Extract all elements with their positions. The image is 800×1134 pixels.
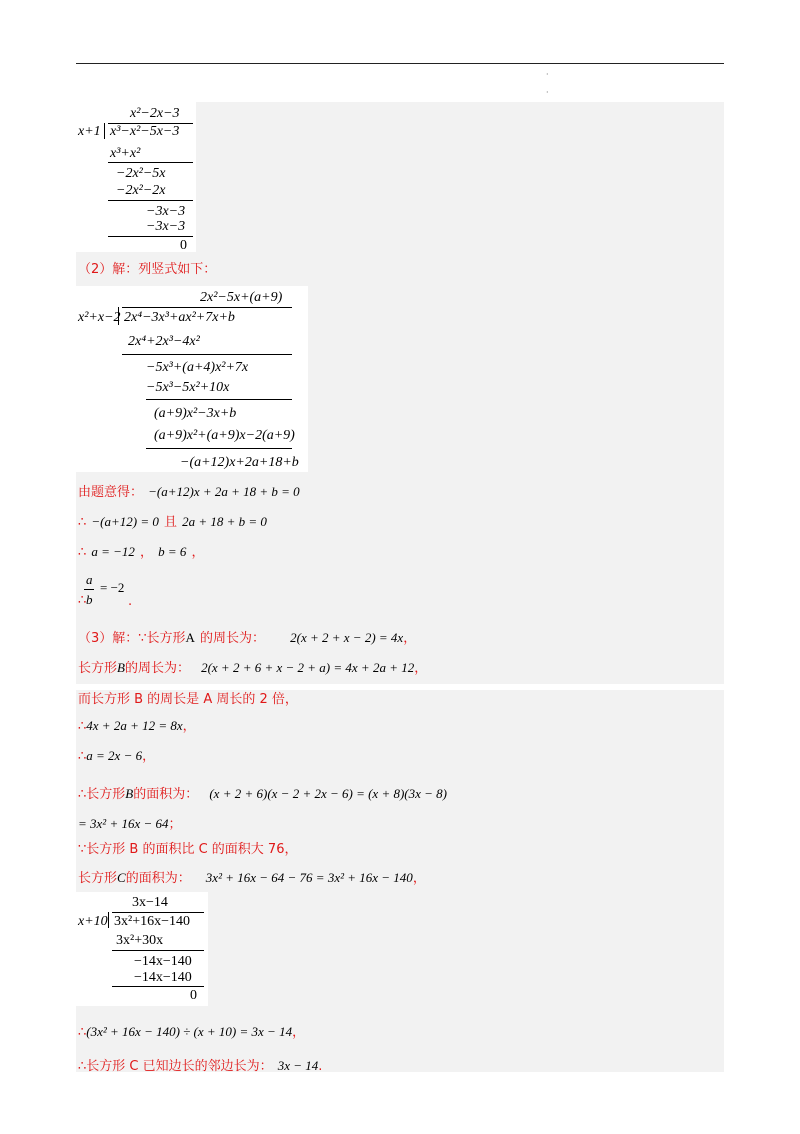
header-dot: ·	[546, 70, 549, 79]
part2-line3-math: b = 6	[158, 544, 187, 559]
div2-dividend: 2x⁴−3x³+ax²+7x+b	[124, 310, 235, 325]
div2-step: 2x⁴+2x³−4x²	[128, 334, 200, 349]
part3-line-1	[78, 628, 416, 648]
div1-dividend: x³−x²−5x−3	[110, 124, 180, 139]
div3-rule	[112, 986, 204, 987]
div2-rule	[122, 354, 292, 355]
div1-divisor: x+1	[78, 124, 101, 139]
part3-l5-end: ，	[142, 749, 156, 764]
div1-step: −2x²−2x	[116, 183, 166, 198]
part3-l9-mid: 的面积为：	[125, 871, 191, 886]
part3-line-6	[78, 784, 447, 804]
part3-l6-var: B	[125, 786, 134, 801]
part2-line3-end: ，	[191, 545, 205, 560]
part3-line-8: ∵长方形 B 的面积比 C 的面积大 76，	[78, 842, 298, 857]
part3-line-2	[78, 658, 427, 678]
part3-line-10	[78, 1022, 305, 1042]
part2-line-1	[78, 482, 300, 502]
part3-l6-math: (x + 2 + 6)(x − 2 + 2x − 6) = (x + 8)(3x − 8)	[209, 786, 448, 801]
div2-step: −(a+12)x+2a+18+b	[180, 455, 299, 470]
therefore-symbol: ∴	[78, 749, 87, 764]
div2-divisor: x²+x−2	[78, 310, 121, 325]
part3-line-11	[78, 1056, 322, 1076]
div1-quotient: x²−2x−3	[130, 106, 180, 121]
part3-line-7	[78, 814, 182, 834]
part3-l9-var: C	[117, 870, 126, 885]
part3-l2-mid: 的周长为：	[124, 661, 190, 676]
part2-line4-end: .	[128, 594, 133, 609]
therefore-symbol: ∴	[78, 545, 87, 560]
div3-step: −14x−140	[134, 970, 192, 985]
div2-step: −5x³−5x²+10x	[146, 380, 230, 395]
therefore-symbol: ∴	[78, 593, 87, 608]
div1-step: −3x−3	[146, 219, 186, 234]
part3-line-9	[78, 868, 426, 888]
div3-quotient: 3x−14	[132, 895, 168, 910]
part2-line2-math: −(a+12) = 0	[91, 514, 159, 529]
part3-l2-end: ，	[414, 661, 428, 676]
div2-bar	[122, 307, 292, 308]
part3-l7-end: ；	[168, 817, 182, 832]
header-dot: ·	[546, 88, 549, 97]
fraction-bar	[84, 589, 94, 590]
part3-l10-end: ，	[292, 1025, 306, 1040]
part3-l9-prefix: 长方形	[78, 871, 118, 886]
div3-step: 3x²+30x	[116, 933, 164, 948]
div1-step: −3x−3	[146, 204, 186, 219]
fraction-denominator: b	[86, 592, 93, 607]
part3-l1-mid: 的周长为：	[200, 631, 266, 646]
div3-rule	[112, 950, 204, 951]
div2-step: (a+9)x²+(a+9)x−2(a+9)	[154, 428, 295, 443]
part2-line-3	[78, 542, 205, 562]
part3-l2-var: B	[117, 660, 125, 675]
part2-line2-and: 且	[163, 515, 177, 530]
div3-step: −14x−140	[134, 954, 192, 969]
part2-line3-sep: ，	[140, 545, 154, 560]
part3-l11-math: 3x − 14	[277, 1058, 319, 1073]
part3-l2-math: 2(x + 2 + 6 + x − 2 + a) = 4x + 2a + 12	[201, 660, 415, 675]
part3-l11-end: .	[318, 1059, 323, 1074]
part3-l1-var: A	[185, 630, 195, 645]
part2-heading: （2）解：列竖式如下：	[78, 262, 217, 277]
part3-l11-prefix: ∴长方形 C 已知边长的邻边长为：	[78, 1059, 273, 1074]
div1-bracket	[104, 123, 105, 139]
part3-line-4	[78, 716, 196, 736]
part2-line2-math: 2a + 18 + b = 0	[182, 514, 267, 529]
part3-l4-math: 4x + 2a + 12 = 8x	[86, 718, 183, 733]
part3-line-3: 而长方形 B 的周长是 A 周长的 2 倍，	[78, 692, 298, 707]
div1-step: −2x²−5x	[116, 166, 166, 181]
part3-l9-math: 3x² + 16x − 64 − 76 = 3x² + 16x − 140	[205, 870, 413, 885]
div2-bracket	[118, 307, 119, 325]
part3-l4-end: ，	[182, 719, 196, 734]
part2-line1-math: −(a+12)x + 2a + 18 + b = 0	[148, 484, 300, 499]
div2-step: (a+9)x²−3x+b	[154, 406, 237, 421]
div3-bracket	[108, 912, 109, 928]
fraction-rhs: = −2	[100, 580, 125, 595]
part3-l1-prefix: （3）解：∵长方形	[78, 631, 186, 646]
div2-rule	[146, 399, 292, 400]
div2-rule	[146, 448, 292, 449]
div3-divisor: x+10	[78, 914, 108, 929]
header-rule	[76, 63, 724, 64]
div3-dividend: 3x²+16x−140	[114, 914, 190, 929]
div1-rule	[108, 236, 193, 237]
div2-step: −5x³+(a+4)x²+7x	[146, 360, 249, 375]
part3-l10-math: (3x² + 16x − 140) ÷ (x + 10) = 3x − 14	[86, 1024, 293, 1039]
part3-l7-math: = 3x² + 16x − 64	[78, 816, 169, 831]
div3-bar	[112, 912, 204, 913]
div3-step: 0	[190, 988, 197, 1003]
part3-l6-mid: 的面积为：	[133, 787, 199, 802]
div1-step: x³+x²	[110, 146, 141, 161]
div1-rule	[108, 162, 193, 163]
part3-l6-prefix: ∴长方形	[78, 787, 126, 802]
part2-line-2	[78, 512, 267, 532]
div2-quotient: 2x²−5x+(a+9)	[200, 290, 283, 305]
part3-l5-math: a = 2x − 6	[86, 748, 143, 763]
part2-line3-math: a = −12	[91, 544, 135, 559]
part3-l2-prefix: 长方形	[78, 661, 118, 676]
fraction-numerator: a	[86, 572, 93, 587]
part2-line1-prefix: 由题意得：	[78, 485, 144, 500]
div1-rule	[108, 200, 193, 201]
therefore-symbol: ∴	[78, 719, 87, 734]
therefore-symbol: ∴	[78, 1025, 87, 1040]
div1-step: 0	[180, 238, 187, 253]
part3-l9-end: ，	[412, 871, 426, 886]
part3-line-5	[78, 746, 155, 766]
part3-l1-end: ，	[403, 631, 417, 646]
part3-l1-math: 2(x + 2 + x − 2) = 4x	[290, 630, 404, 645]
therefore-symbol: ∴	[78, 515, 87, 530]
